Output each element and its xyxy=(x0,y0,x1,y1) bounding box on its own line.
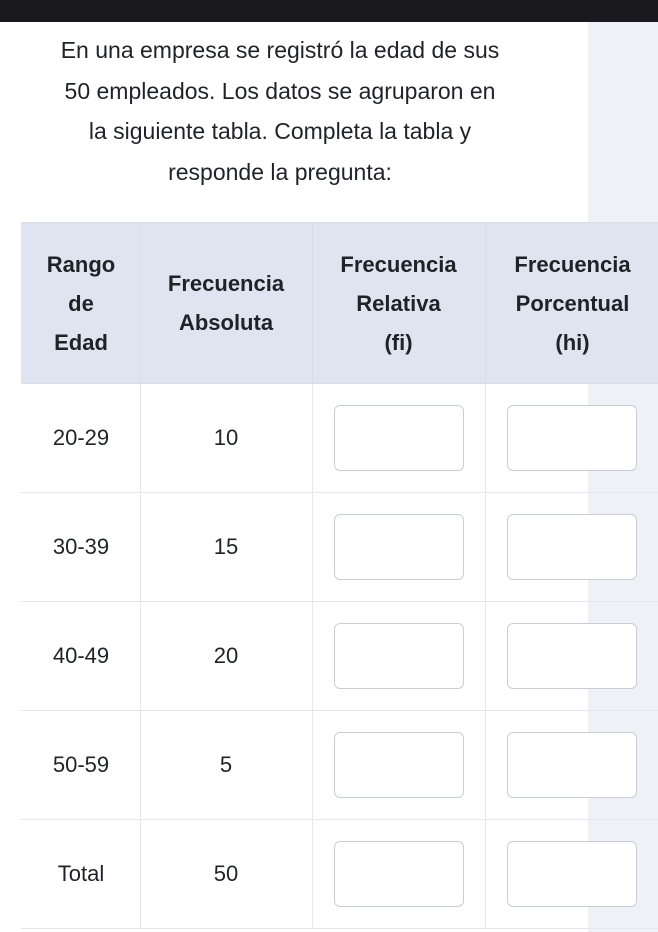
absoluta-cell: 5 xyxy=(140,711,312,820)
absoluta-cell: 10 xyxy=(140,384,312,493)
relativa-cell xyxy=(312,820,485,929)
question-line: la siguiente tabla. Completa la tabla y xyxy=(88,118,472,144)
porcentual-input[interactable] xyxy=(507,841,637,907)
porcentual-cell xyxy=(485,384,658,493)
question-line: En una empresa se registró la edad de sus xyxy=(60,37,500,63)
header-frecuencia-relativa xyxy=(312,223,485,384)
relativa-cell xyxy=(312,602,485,711)
header-rango-edad xyxy=(21,223,140,384)
question-text xyxy=(20,30,540,192)
rango-cell xyxy=(21,820,140,929)
rango-value: 50-59 xyxy=(52,752,110,777)
rango-value: 20-29 xyxy=(52,425,110,450)
relativa-input[interactable] xyxy=(334,514,464,580)
frequency-table xyxy=(21,222,658,929)
relativa-cell xyxy=(312,711,485,820)
relativa-input[interactable] xyxy=(334,623,464,689)
rango-value: Total xyxy=(57,861,105,886)
porcentual-input[interactable] xyxy=(507,405,637,471)
relativa-input[interactable] xyxy=(334,841,464,907)
top-status-bar xyxy=(0,0,658,22)
table-row xyxy=(21,602,658,711)
header-line: Relativa xyxy=(356,290,441,316)
relativa-input[interactable] xyxy=(334,405,464,471)
rango-cell xyxy=(21,384,140,493)
relativa-cell xyxy=(312,384,485,493)
table-row xyxy=(21,711,658,820)
porcentual-cell xyxy=(485,602,658,711)
header-line: Frecuencia xyxy=(340,251,457,277)
rango-cell xyxy=(21,711,140,820)
porcentual-input[interactable] xyxy=(507,732,637,798)
question-line: 50 empleados. Los datos se agruparon en xyxy=(64,77,496,104)
question-line: responde la pregunta: xyxy=(168,158,392,185)
header-line: de xyxy=(68,290,94,316)
relativa-input[interactable] xyxy=(334,732,464,798)
absoluta-cell: 50 xyxy=(140,820,312,929)
porcentual-cell xyxy=(485,493,658,602)
porcentual-input[interactable] xyxy=(507,623,637,689)
table-row-total xyxy=(21,820,658,929)
header-frecuencia-absoluta xyxy=(140,223,312,384)
absoluta-cell: 20 xyxy=(140,602,312,711)
header-line: Edad xyxy=(54,329,108,355)
table-row xyxy=(21,493,658,602)
header-line: Frecuencia xyxy=(167,271,285,296)
table-row xyxy=(21,384,658,493)
relativa-cell xyxy=(312,493,485,602)
rango-cell xyxy=(21,602,140,711)
header-line: (hi) xyxy=(555,329,590,355)
header-line: Rango xyxy=(46,251,116,277)
absoluta-cell: 15 xyxy=(140,493,312,602)
rango-value: 30-39 xyxy=(52,534,110,559)
header-line: (fi) xyxy=(384,329,413,355)
header-line: Porcentual xyxy=(515,290,630,316)
table-header-row xyxy=(21,223,658,384)
rango-value: 40-49 xyxy=(52,643,110,668)
header-frecuencia-porcentual xyxy=(485,223,658,384)
header-line: Frecuencia xyxy=(514,251,631,277)
porcentual-cell xyxy=(485,711,658,820)
porcentual-input[interactable] xyxy=(507,514,637,580)
rango-cell xyxy=(21,493,140,602)
porcentual-cell xyxy=(485,820,658,929)
header-line: Absoluta xyxy=(178,310,274,335)
